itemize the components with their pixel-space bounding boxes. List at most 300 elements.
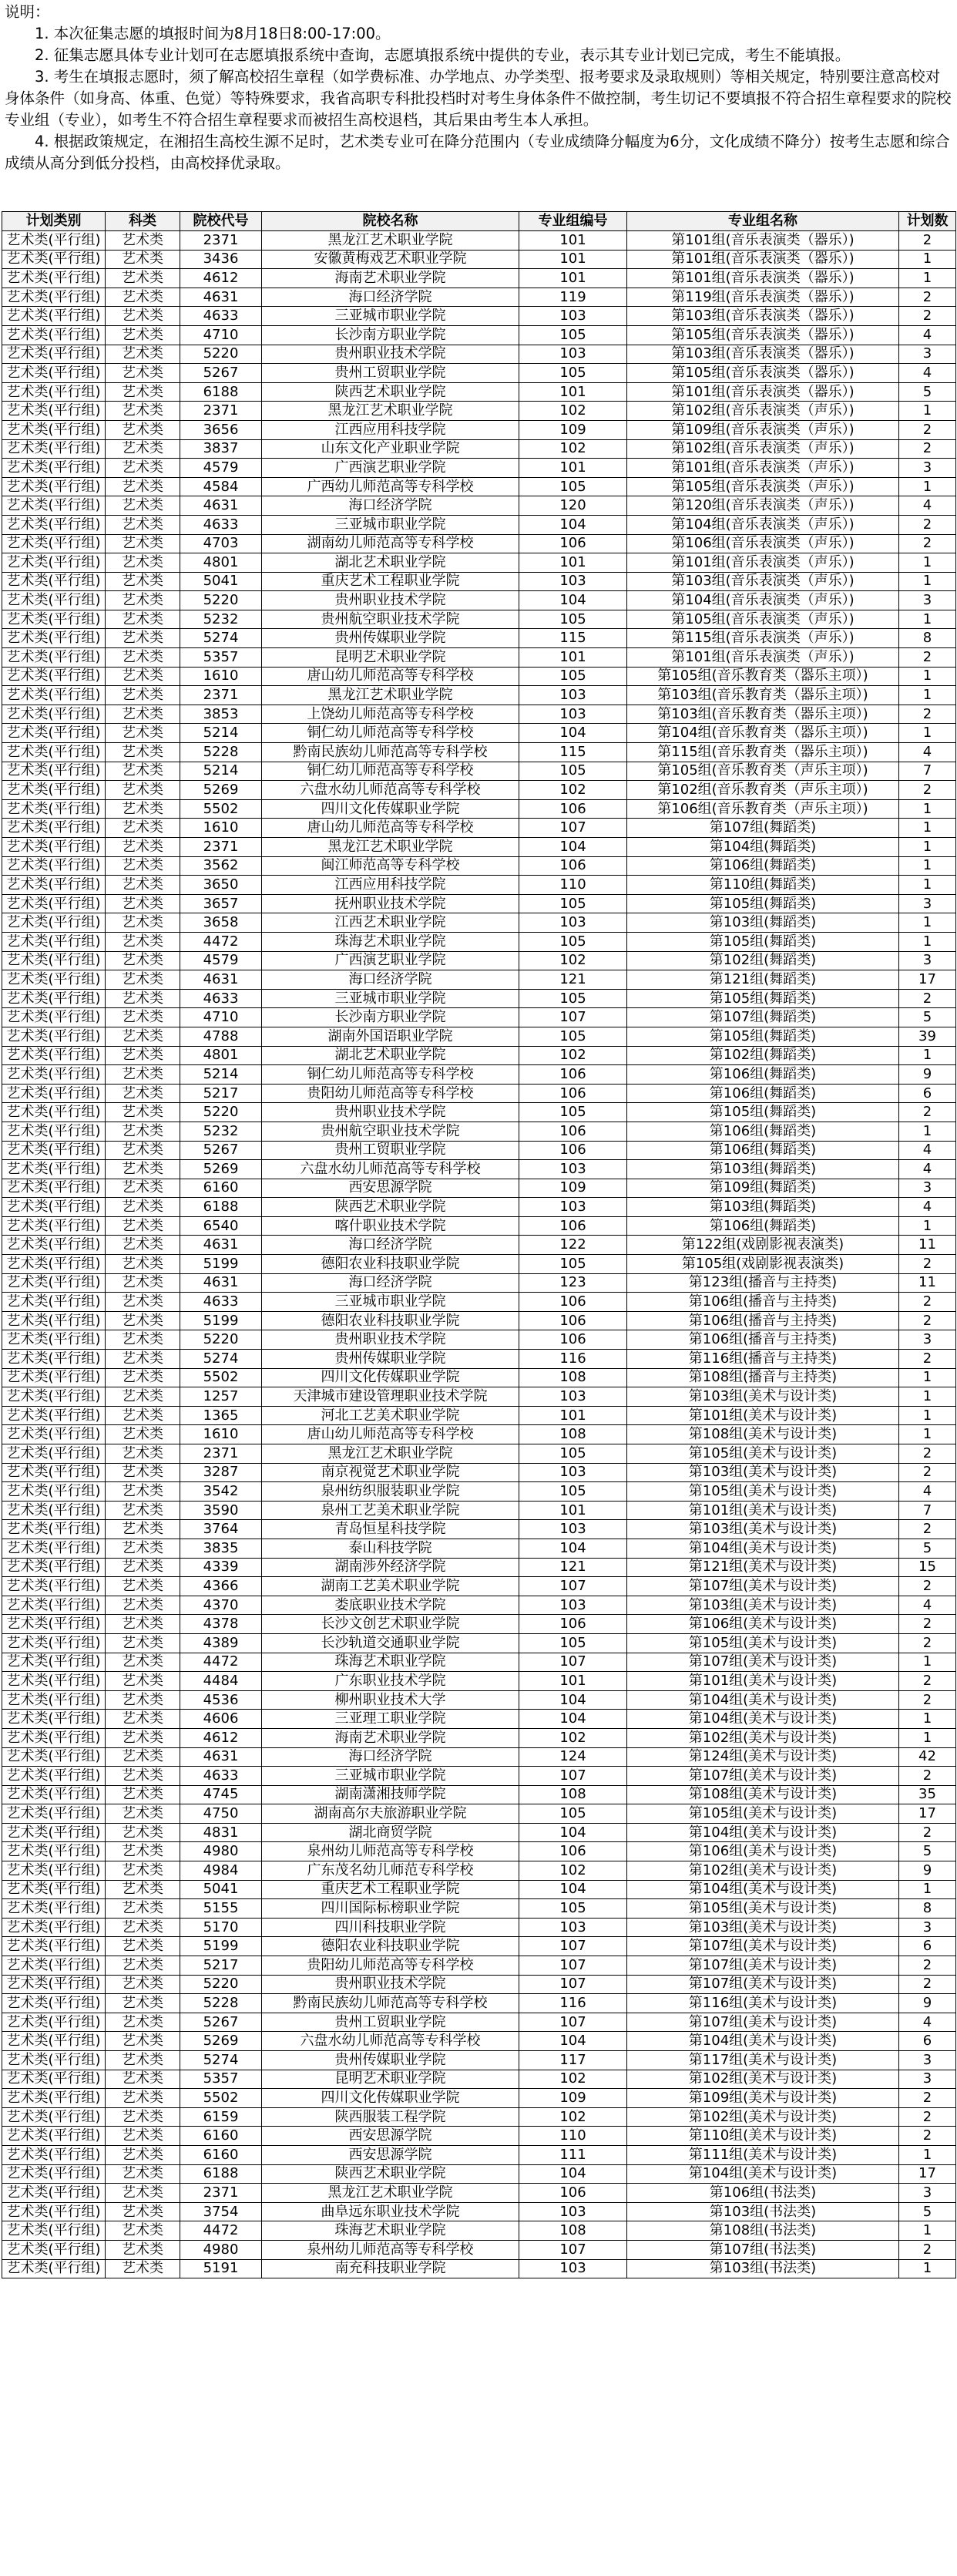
cell-group-name: 第102组(美术与设计类) — [627, 1861, 899, 1881]
cell-plan-category: 艺术类(平行组) — [2, 1350, 106, 1369]
table-row — [2, 1690, 956, 1710]
cell-school-code: 5502 — [180, 2089, 262, 2108]
cell-plan-count: 8 — [899, 629, 956, 648]
cell-school-name: 陕西艺术职业学院 — [262, 382, 519, 402]
table-row — [2, 894, 956, 913]
cell-plan-count: 2 — [899, 288, 956, 307]
cell-school-name: 湖南外国语职业学院 — [262, 1027, 519, 1046]
cell-school-code: 4703 — [180, 534, 262, 553]
cell-school-name: 三亚城市职业学院 — [262, 515, 519, 534]
cell-subject: 艺术类 — [106, 1103, 180, 1122]
table-row — [2, 1501, 956, 1520]
cell-school-name: 黑龙江艺术职业学院 — [262, 2184, 519, 2203]
cell-school-name: 陕西服装工程学院 — [262, 2107, 519, 2127]
cell-school-name: 西安思源学院 — [262, 2127, 519, 2146]
cell-group-number: 108 — [519, 1785, 627, 1804]
cell-plan-count: 4 — [899, 1482, 956, 1502]
cell-subject: 艺术类 — [106, 876, 180, 895]
cell-group-name: 第110组(美术与设计类) — [627, 2127, 899, 2146]
cell-group-name: 第121组(美术与设计类) — [627, 1558, 899, 1577]
cell-subject: 艺术类 — [106, 1633, 180, 1653]
cell-group-name: 第105组(美术与设计类) — [627, 1482, 899, 1502]
cell-plan-count: 2 — [899, 231, 956, 251]
table-row — [2, 553, 956, 573]
cell-school-name: 六盘水幼儿师范高等专科学校 — [262, 1160, 519, 1179]
cell-group-number: 103 — [519, 913, 627, 933]
cell-subject: 艺术类 — [106, 819, 180, 838]
cell-school-code: 4801 — [180, 1046, 262, 1065]
cell-school-code: 5357 — [180, 2070, 262, 2089]
cell-group-name: 第105组(音乐表演类（器乐）) — [627, 325, 899, 345]
cell-plan-category: 艺术类(平行组) — [2, 743, 106, 762]
table-row — [2, 1880, 956, 1899]
cell-group-number: 103 — [519, 1160, 627, 1179]
cell-subject: 艺术类 — [106, 2127, 180, 2146]
cell-subject: 艺术类 — [106, 2013, 180, 2032]
cell-group-name: 第104组(美术与设计类) — [627, 1539, 899, 1558]
cell-subject: 艺术类 — [106, 667, 180, 686]
cell-plan-category: 艺术类(平行组) — [2, 1842, 106, 1861]
cell-plan-count: 2 — [899, 439, 956, 459]
cell-school-code: 5502 — [180, 799, 262, 819]
cell-group-number: 109 — [519, 420, 627, 439]
cell-plan-count: 5 — [899, 2202, 956, 2221]
cell-group-name: 第103组(音乐教育类（器乐主项）) — [627, 705, 899, 724]
table-row — [2, 345, 956, 364]
cell-subject: 艺术类 — [106, 1747, 180, 1767]
cell-school-name: 铜仁幼儿师范高等专科学校 — [262, 1065, 519, 1085]
cell-school-code: 3590 — [180, 1501, 262, 1520]
table-row — [2, 1084, 956, 1103]
table-row — [2, 667, 956, 686]
cell-plan-category: 艺术类(平行组) — [2, 1918, 106, 1937]
cell-group-name: 第105组(舞蹈类) — [627, 1027, 899, 1046]
cell-school-name: 湖南工艺美术职业学院 — [262, 1577, 519, 1596]
cell-group-number: 105 — [519, 667, 627, 686]
cell-group-name: 第103组(美术与设计类) — [627, 1918, 899, 1937]
cell-school-name: 海口经济学院 — [262, 1236, 519, 1255]
cell-school-code: 4750 — [180, 1804, 262, 1824]
cell-subject: 艺术类 — [106, 648, 180, 668]
cell-plan-category: 艺术类(平行组) — [2, 477, 106, 496]
cell-plan-category: 艺术类(平行组) — [2, 1084, 106, 1103]
cell-group-name: 第101组(音乐表演类（声乐）) — [627, 648, 899, 668]
cell-group-number: 119 — [519, 288, 627, 307]
cell-school-code: 5220 — [180, 591, 262, 610]
cell-group-number: 103 — [519, 686, 627, 705]
cell-group-name: 第108组(书法类) — [627, 2221, 899, 2241]
cell-school-code: 5502 — [180, 1368, 262, 1387]
cell-group-number: 116 — [519, 1994, 627, 2013]
cell-plan-count: 5 — [899, 1008, 956, 1027]
cell-plan-category: 艺术类(平行组) — [2, 1710, 106, 1729]
cell-school-code: 5232 — [180, 1122, 262, 1141]
cell-school-code: 4980 — [180, 2240, 262, 2259]
cell-group-name: 第104组(舞蹈类) — [627, 838, 899, 857]
cell-subject: 艺术类 — [106, 1160, 180, 1179]
cell-plan-count: 9 — [899, 1065, 956, 1085]
cell-plan-category: 艺术类(平行组) — [2, 1899, 106, 1919]
table-row — [2, 1975, 956, 1994]
cell-school-code: 4980 — [180, 1842, 262, 1861]
cell-group-number: 101 — [519, 382, 627, 402]
cell-school-code: 4378 — [180, 1615, 262, 1634]
cell-plan-count: 2 — [899, 989, 956, 1008]
cell-group-name: 第116组(播音与主持类) — [627, 1350, 899, 1369]
cell-group-number: 105 — [519, 894, 627, 913]
cell-group-name: 第124组(美术与设计类) — [627, 1747, 899, 1767]
table-row — [2, 2107, 956, 2127]
cell-school-name: 青岛恒星科技学院 — [262, 1520, 519, 1539]
cell-group-number: 115 — [519, 743, 627, 762]
instructions-title: 说明： — [5, 3, 50, 21]
cell-plan-category: 艺术类(平行组) — [2, 1160, 106, 1179]
cell-plan-count: 2 — [899, 1255, 956, 1274]
table-row — [2, 515, 956, 534]
cell-subject: 艺术类 — [106, 894, 180, 913]
cell-group-number: 106 — [519, 534, 627, 553]
cell-subject: 艺术类 — [106, 250, 180, 269]
cell-plan-count: 1 — [899, 724, 956, 743]
cell-subject: 艺术类 — [106, 629, 180, 648]
cell-subject: 艺术类 — [106, 705, 180, 724]
cell-subject: 艺术类 — [106, 1710, 180, 1729]
cell-school-name: 贵州职业技术学院 — [262, 345, 519, 364]
table-row — [2, 1122, 956, 1141]
cell-group-name: 第104组(美术与设计类) — [627, 1823, 899, 1842]
cell-plan-category: 艺术类(平行组) — [2, 1103, 106, 1122]
cell-plan-category: 艺术类(平行组) — [2, 1463, 106, 1482]
cell-group-number: 108 — [519, 2221, 627, 2241]
cell-group-name: 第103组(音乐表演类（声乐）) — [627, 572, 899, 591]
cell-plan-count: 1 — [899, 2145, 956, 2164]
cell-plan-category: 艺术类(平行组) — [2, 1747, 106, 1767]
cell-plan-count: 2 — [899, 1975, 956, 1994]
cell-plan-count: 2 — [899, 705, 956, 724]
cell-subject: 艺术类 — [106, 1311, 180, 1330]
cell-plan-count: 2 — [899, 420, 956, 439]
cell-plan-count: 11 — [899, 1236, 956, 1255]
cell-plan-count: 3 — [899, 345, 956, 364]
cell-school-name: 广西幼儿师范高等专科学校 — [262, 477, 519, 496]
cell-group-number: 103 — [519, 572, 627, 591]
cell-subject: 艺术类 — [106, 856, 180, 876]
cell-subject: 艺术类 — [106, 420, 180, 439]
cell-plan-count: 9 — [899, 1994, 956, 2013]
table-row — [2, 856, 956, 876]
cell-group-number: 103 — [519, 1918, 627, 1937]
cell-school-code: 4612 — [180, 269, 262, 288]
cell-school-name: 海口经济学院 — [262, 496, 519, 516]
table-row — [2, 1368, 956, 1387]
cell-subject: 艺术类 — [106, 2240, 180, 2259]
cell-school-name: 贵阳幼儿师范高等专科学校 — [262, 1956, 519, 1976]
cell-subject: 艺术类 — [106, 2184, 180, 2203]
cell-group-number: 102 — [519, 1861, 627, 1881]
cell-group-name: 第105组(音乐表演类（声乐）) — [627, 477, 899, 496]
cell-school-name: 四川文化传媒职业学院 — [262, 799, 519, 819]
table-row — [2, 288, 956, 307]
cell-plan-count: 1 — [899, 2259, 956, 2278]
cell-plan-count: 17 — [899, 970, 956, 990]
cell-group-number: 111 — [519, 2145, 627, 2164]
cell-plan-category: 艺术类(平行组) — [2, 2221, 106, 2241]
cell-school-name: 喀什职业技术学院 — [262, 1216, 519, 1236]
table-row — [2, 2070, 956, 2089]
cell-plan-category: 艺术类(平行组) — [2, 364, 106, 383]
cell-school-code: 3754 — [180, 2202, 262, 2221]
cell-group-number: 103 — [519, 1520, 627, 1539]
cell-school-code: 5170 — [180, 1918, 262, 1937]
cell-school-code: 5214 — [180, 724, 262, 743]
cell-plan-category: 艺术类(平行组) — [2, 1520, 106, 1539]
table-row — [2, 2051, 956, 2070]
cell-subject: 艺术类 — [106, 459, 180, 478]
cell-school-name: 重庆艺术工程职业学院 — [262, 1880, 519, 1899]
cell-group-number: 106 — [519, 1084, 627, 1103]
cell-subject: 艺术类 — [106, 1406, 180, 1425]
cell-school-code: 5274 — [180, 1350, 262, 1369]
cell-school-name: 铜仁幼儿师范高等专科学校 — [262, 762, 519, 781]
cell-school-name: 重庆艺术工程职业学院 — [262, 572, 519, 591]
cell-plan-category: 艺术类(平行组) — [2, 1823, 106, 1842]
cell-plan-count: 2 — [899, 1767, 956, 1786]
cell-plan-category: 艺术类(平行组) — [2, 838, 106, 857]
cell-plan-category: 艺术类(平行组) — [2, 1861, 106, 1881]
cell-school-code: 4631 — [180, 288, 262, 307]
cell-plan-count: 2 — [899, 2107, 956, 2127]
cell-plan-count: 39 — [899, 1027, 956, 1046]
cell-school-name: 昆明艺术职业学院 — [262, 2070, 519, 2089]
table-row — [2, 1160, 956, 1179]
instruction-item: 4. 根据政策规定，在湘招生高校生源不足时，艺术类专业可在降分范围内（专业成绩降分幅度为6分，文化成绩不降分）按考生志愿和综合成绩从高分到低分投档，由高校择优录取。 — [5, 133, 950, 172]
cell-plan-count: 4 — [899, 1596, 956, 1615]
table-row — [2, 1255, 956, 1274]
cell-plan-count: 1 — [899, 1216, 956, 1236]
header-school-name: 院校名称 — [262, 212, 519, 231]
cell-plan-count: 1 — [899, 1425, 956, 1444]
cell-plan-category: 艺术类(平行组) — [2, 1122, 106, 1141]
cell-school-name: 贵州传媒职业学院 — [262, 1350, 519, 1369]
cell-plan-category: 艺术类(平行组) — [2, 1198, 106, 1217]
cell-plan-count: 1 — [899, 1710, 956, 1729]
cell-subject: 艺术类 — [106, 553, 180, 573]
cell-school-code: 5267 — [180, 1141, 262, 1160]
cell-group-name: 第106组(舞蹈类) — [627, 1216, 899, 1236]
cell-school-name: 贵州传媒职业学院 — [262, 2051, 519, 2070]
cell-subject: 艺术类 — [106, 951, 180, 970]
cell-subject: 艺术类 — [106, 1975, 180, 1994]
cell-group-number: 102 — [519, 439, 627, 459]
cell-group-number: 106 — [519, 1065, 627, 1085]
cell-school-name: 海南艺术职业学院 — [262, 269, 519, 288]
cell-subject: 艺术类 — [106, 345, 180, 364]
cell-plan-category: 艺术类(平行组) — [2, 970, 106, 990]
table-row — [2, 459, 956, 478]
cell-plan-category: 艺术类(平行组) — [2, 1615, 106, 1634]
table-row — [2, 1937, 956, 1956]
cell-school-code: 6159 — [180, 2107, 262, 2127]
cell-group-number: 105 — [519, 1444, 627, 1464]
cell-school-name: 贵州工贸职业学院 — [262, 2013, 519, 2032]
cell-school-name: 南充科技职业学院 — [262, 2259, 519, 2278]
cell-group-name: 第105组(音乐教育类（声乐主项）) — [627, 762, 899, 781]
cell-subject: 艺术类 — [106, 1842, 180, 1861]
cell-group-number: 102 — [519, 402, 627, 421]
cell-subject: 艺术类 — [106, 1027, 180, 1046]
cell-school-name: 三亚城市职业学院 — [262, 1767, 519, 1786]
cell-school-code: 4472 — [180, 2221, 262, 2241]
table-row — [2, 2202, 956, 2221]
cell-plan-count: 4 — [899, 743, 956, 762]
table-row — [2, 1065, 956, 1085]
cell-plan-category: 艺术类(平行组) — [2, 1046, 106, 1065]
cell-plan-category: 艺术类(平行组) — [2, 913, 106, 933]
cell-group-name: 第106组(书法类) — [627, 2184, 899, 2203]
cell-group-number: 110 — [519, 876, 627, 895]
instruction-item: 2. 征集志愿具体专业计划可在志愿填报系统中查询，志愿填报系统中提供的专业，表示其专业计划已完成，考生不能填报。 — [35, 46, 851, 64]
cell-plan-category: 艺术类(平行组) — [2, 269, 106, 288]
cell-plan-category: 艺术类(平行组) — [2, 1653, 106, 1672]
cell-subject: 艺术类 — [106, 1198, 180, 1217]
cell-subject: 艺术类 — [106, 1672, 180, 1691]
cell-plan-count: 2 — [899, 534, 956, 553]
cell-plan-count: 3 — [899, 894, 956, 913]
table-row — [2, 1596, 956, 1615]
cell-group-name: 第122组(戏剧影视表演类) — [627, 1236, 899, 1255]
cell-group-name: 第106组(播音与主持类) — [627, 1311, 899, 1330]
cell-plan-count: 1 — [899, 799, 956, 819]
cell-plan-count: 15 — [899, 1558, 956, 1577]
table-row — [2, 1785, 956, 1804]
cell-school-code: 6160 — [180, 2145, 262, 2164]
cell-group-name: 第101组(音乐表演类（声乐）) — [627, 553, 899, 573]
cell-school-code: 5220 — [180, 1330, 262, 1350]
cell-plan-count: 6 — [899, 1084, 956, 1103]
cell-plan-category: 艺术类(平行组) — [2, 1558, 106, 1577]
table-row — [2, 838, 956, 857]
cell-plan-category: 艺术类(平行组) — [2, 1330, 106, 1350]
cell-group-number: 110 — [519, 2127, 627, 2146]
cell-school-name: 黑龙江艺术职业学院 — [262, 838, 519, 857]
cell-school-code: 3287 — [180, 1463, 262, 1482]
cell-plan-count: 4 — [899, 325, 956, 345]
table-row — [2, 1823, 956, 1842]
cell-school-name: 海口经济学院 — [262, 970, 519, 990]
cell-plan-category: 艺术类(平行组) — [2, 1804, 106, 1824]
cell-school-code: 5274 — [180, 2051, 262, 2070]
cell-group-name: 第101组(音乐表演类（声乐）) — [627, 459, 899, 478]
cell-plan-category: 艺术类(平行组) — [2, 515, 106, 534]
cell-school-code: 5269 — [180, 781, 262, 800]
cell-school-code: 4631 — [180, 496, 262, 516]
cell-school-code: 4366 — [180, 1577, 262, 1596]
cell-group-number: 107 — [519, 1653, 627, 1672]
cell-group-number: 105 — [519, 325, 627, 345]
cell-school-name: 贵州航空职业技术学院 — [262, 610, 519, 629]
cell-group-number: 104 — [519, 1710, 627, 1729]
cell-plan-count: 1 — [899, 838, 956, 857]
cell-group-name: 第103组(美术与设计类) — [627, 1463, 899, 1482]
cell-group-name: 第105组(舞蹈类) — [627, 1103, 899, 1122]
cell-subject: 艺术类 — [106, 1216, 180, 1236]
cell-plan-count: 3 — [899, 951, 956, 970]
cell-plan-category: 艺术类(平行组) — [2, 1501, 106, 1520]
cell-subject: 艺术类 — [106, 932, 180, 951]
cell-school-name: 长沙文创艺术职业学院 — [262, 1615, 519, 1634]
cell-subject: 艺术类 — [106, 515, 180, 534]
cell-group-number: 123 — [519, 1273, 627, 1293]
cell-school-code: 5228 — [180, 743, 262, 762]
table-row — [2, 1577, 956, 1596]
table-row — [2, 2221, 956, 2241]
cell-school-code: 5199 — [180, 1255, 262, 1274]
cell-group-name: 第101组(音乐表演类（器乐）) — [627, 231, 899, 251]
cell-group-number: 121 — [519, 970, 627, 990]
cell-plan-category: 艺术类(平行组) — [2, 724, 106, 743]
cell-plan-count: 2 — [899, 1956, 956, 1976]
cell-school-code: 5220 — [180, 1975, 262, 1994]
cell-subject: 艺术类 — [106, 724, 180, 743]
cell-school-name: 湖北商贸学院 — [262, 1823, 519, 1842]
cell-group-name: 第101组(音乐表演类（器乐）) — [627, 382, 899, 402]
cell-school-name: 唐山幼儿师范高等专科学校 — [262, 819, 519, 838]
cell-group-number: 105 — [519, 1899, 627, 1919]
cell-group-number: 104 — [519, 515, 627, 534]
cell-plan-category: 艺术类(平行组) — [2, 705, 106, 724]
cell-subject: 艺术类 — [106, 1444, 180, 1464]
cell-group-name: 第109组(美术与设计类) — [627, 2089, 899, 2108]
cell-plan-count: 1 — [899, 819, 956, 838]
table-row — [2, 1293, 956, 1312]
cell-plan-count: 1 — [899, 913, 956, 933]
cell-subject: 艺术类 — [106, 269, 180, 288]
cell-subject: 艺术类 — [106, 307, 180, 326]
cell-plan-category: 艺术类(平行组) — [2, 307, 106, 326]
cell-group-name: 第105组(美术与设计类) — [627, 1444, 899, 1464]
table-row — [2, 1842, 956, 1861]
cell-plan-count: 1 — [899, 1387, 956, 1407]
table-row — [2, 402, 956, 421]
cell-subject: 艺术类 — [106, 1539, 180, 1558]
cell-school-code: 1365 — [180, 1406, 262, 1425]
cell-group-name: 第106组(舞蹈类) — [627, 1065, 899, 1085]
header-plan-count: 计划数 — [899, 212, 956, 231]
cell-plan-count: 2 — [899, 781, 956, 800]
cell-subject: 艺术类 — [106, 1482, 180, 1502]
cell-group-name: 第105组(音乐表演类（声乐）) — [627, 610, 899, 629]
cell-group-name: 第103组(音乐表演类（器乐）) — [627, 307, 899, 326]
cell-subject: 艺术类 — [106, 364, 180, 383]
cell-group-number: 104 — [519, 1690, 627, 1710]
cell-plan-category: 艺术类(平行组) — [2, 591, 106, 610]
instruction-item: 3. 考生在填报志愿时，须了解高校招生章程（如学费标准、办学地点、办学类型、报考要求及录取规则）等相关规定，特别要注意高校对身体条件（如身高、体重、色觉）等特殊要求，我省高职专科批投档时对考生身体条件不做控制，考生切记不要填报不符合招生章程要求的院校专业组（专业），如考生不符合招生章程要求而被招生高校退档，其后果由考生本人承担。 — [5, 68, 952, 129]
cell-group-name: 第104组(美术与设计类) — [627, 2032, 899, 2051]
cell-school-code: 4606 — [180, 1710, 262, 1729]
cell-plan-count: 2 — [899, 1444, 956, 1464]
table-row — [2, 231, 956, 251]
cell-group-name: 第110组(舞蹈类) — [627, 876, 899, 895]
cell-plan-count: 1 — [899, 1728, 956, 1747]
cell-subject: 艺术类 — [106, 325, 180, 345]
cell-plan-category: 艺术类(平行组) — [2, 459, 106, 478]
cell-plan-category: 艺术类(平行组) — [2, 2032, 106, 2051]
table-row — [2, 496, 956, 516]
cell-group-number: 101 — [519, 1501, 627, 1520]
table-row — [2, 1387, 956, 1407]
cell-school-name: 湖北艺术职业学院 — [262, 1046, 519, 1065]
cell-group-name: 第104组(音乐表演类（声乐）) — [627, 591, 899, 610]
